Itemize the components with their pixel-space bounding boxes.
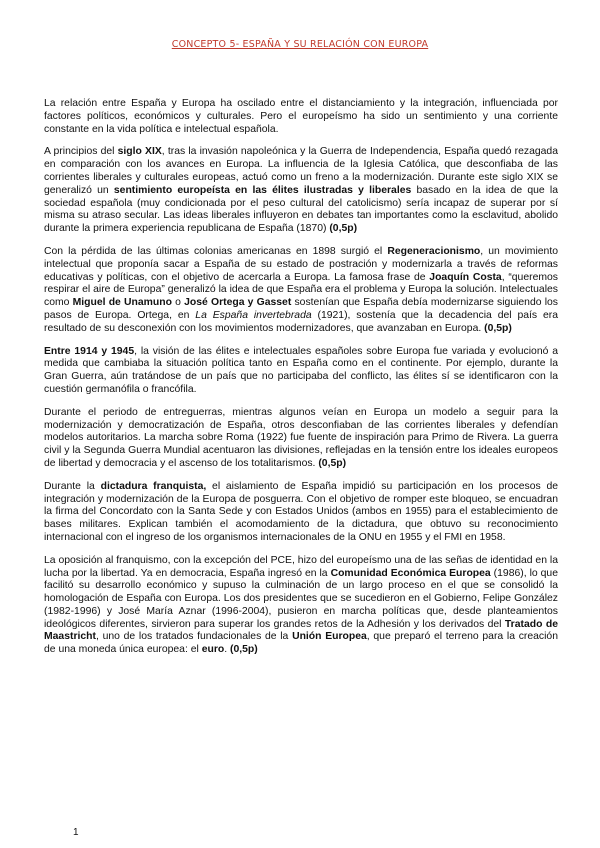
paragraph [44, 98, 558, 136]
text-run: basado en la idea de que la sociedad española (muy condicionada por el peso cultural del catolicismo) sería incapaz de superar por sí misma su atraso secular. Las ideas liberales influyeron en debates tan importantes como la esclavitud, abolido durante la primera experiencia republicana de España (1870) [44, 184, 558, 235]
bold-text: euro [201, 644, 225, 656]
page-number: 1 [73, 827, 79, 838]
text-run: , tras la invasión napoleónica y la Guerra de Independencia, España quedó rezagada en comparación con los avances en Europa. La influencia de la Iglesia Católica, que desconfiaba de las corrientes liberales y culturales europeas, actuó como un freno a la modernización. Durante este siglo XIX se generalizó un [44, 146, 558, 196]
bold-text: Tratado de Maastricht [44, 618, 558, 643]
italic-text: La España invertebrada [195, 309, 312, 321]
text-run: , que preparó el terreno para la creación de una moneda única europea: el [44, 631, 558, 656]
bold-text: Miguel de Unamuno [72, 297, 172, 309]
text-run: (1986), lo que facilitó su desarrollo económico y supuso la culminación de un largo proceso en el que se consolidó la homologación de España con Europa. Los dos presidentes que se sucedieron en el Gobierno, Felipe González (1982-1996) y José María Aznar (1996-2004), pusieron en marcha políticas que, desde planteamientos ideológicos diferentes, sirvieron para superar los grandes retos de la Adhesión y los derivados del [44, 567, 558, 630]
document-title: CONCEPTO 5- ESPAÑA Y SU RELACIÓN CON EUROPA [171, 39, 429, 50]
bold-text: (0,5p) [318, 457, 347, 469]
paragraph [44, 407, 558, 471]
text-run: , la visión de las élites e intelectuales españoles sobre Europa fue variada y evolucionó a medida que cambiaba la situación política tanto en España como en el continente. Por ejemplo, durante la Gran Guerra, aún tratándose de un país que no participaba del conflicto, las élites sí se identificaron con la cuestión germanófila o francófila. [44, 345, 558, 395]
bold-text: Entre 1914 y 1945 [44, 345, 135, 357]
bold-text: Comunidad Económica Europea [330, 567, 491, 579]
bold-text: José Ortega y Gasset [184, 297, 292, 309]
text-run: sostenían que España debía modernizarse siguiendo los pasos de Europa. Ortega, en [44, 297, 558, 321]
text-run: , un movimiento intelectual que proponía sacar a España de su estado de postración y modernizarla a través de reformas educativas y políticas, con el objetivo de acercarla a Europa. La famosa frase de [44, 245, 558, 283]
text-run: Durante la [44, 480, 101, 492]
text-run: , uno de los tratados fundacionales de la [95, 631, 293, 643]
bold-text: (0,5p) [484, 322, 512, 334]
paragraph [44, 146, 558, 236]
text-run: o [171, 297, 185, 309]
paragraph [44, 481, 558, 545]
document-body [44, 98, 558, 667]
bold-text: (0,5p) [230, 644, 258, 656]
paragraph [44, 346, 558, 397]
text-run: Con la pérdida de las últimas colonias americanas en 1898 surgió el [44, 245, 388, 257]
text-run: . [224, 644, 231, 656]
paragraph [44, 555, 558, 657]
text-run: Durante el periodo de entreguerras, mientras algunos veían en Europa un modelo a seguir para la modernización y democratización de España, otros desconfiaban de las corrientes liberales y defendían modelos autoritarios. La marcha sobre Roma (1922) fue fuente de inspiración para Primo de Rivera. La guerra civil y la Segunda Guerra Mundial acentuaron las divisiones, reflejadas en la tensión entre los ideales europeos de libertad y democracia y el ascenso de los totalitarismos. [44, 406, 558, 469]
bold-text: Unión Europea [292, 631, 367, 643]
text-run: A principios del [44, 146, 118, 158]
text-run: (1921), sostenía que la decadencia del país era resultado de su desconexión con los movimientos modernizadores, que avanzaban en Europa. [44, 309, 558, 334]
bold-text: Regeneracionismo [387, 245, 481, 257]
bold-text: (0,5p) [329, 223, 358, 235]
bold-text: dictadura franquista, [100, 480, 207, 492]
bold-text: sentimiento europeísta en las élites ilustradas y liberales [113, 184, 412, 196]
paragraph [44, 246, 558, 336]
text-run: La oposición al franquismo, con la excepción del PCE, hizo del europeísmo una de las señas de identidad en la lucha por la libertad. Ya en democracia, España ingresó en la [44, 554, 558, 579]
text-run: el aislamiento de España impidió su participación en los procesos de integración y modernización de la Europa de posguerra. Con el objetivo de romper este bloqueo, se encuadran la firma del Concordato con la Santa Sede y con Estados Unidos (ambos en 1955) para el establecimiento de bases militares. Explican también el acomodamiento de la dictadura, que obtuvo su reconocimiento internacional con el ingreso de los organismos internacionales de la ONU en 1955 y el FMI en 1958. [44, 480, 558, 543]
bold-text: Joaquín Costa [429, 271, 502, 283]
bold-text: siglo XIX [117, 146, 162, 158]
text-run: , “queremos respirar el aire de Europa” generalizó la idea de que España era el problema y Europa la solución. Intelectuales como [44, 271, 558, 309]
text-run: La relación entre España y Europa ha oscilado entre el distanciamiento y la integración, influenciada por factores políticos, económicos y culturales. Pero el europeísmo ha sido un sentimiento y una corriente constante en la vida política e intelectual española. [44, 98, 558, 135]
